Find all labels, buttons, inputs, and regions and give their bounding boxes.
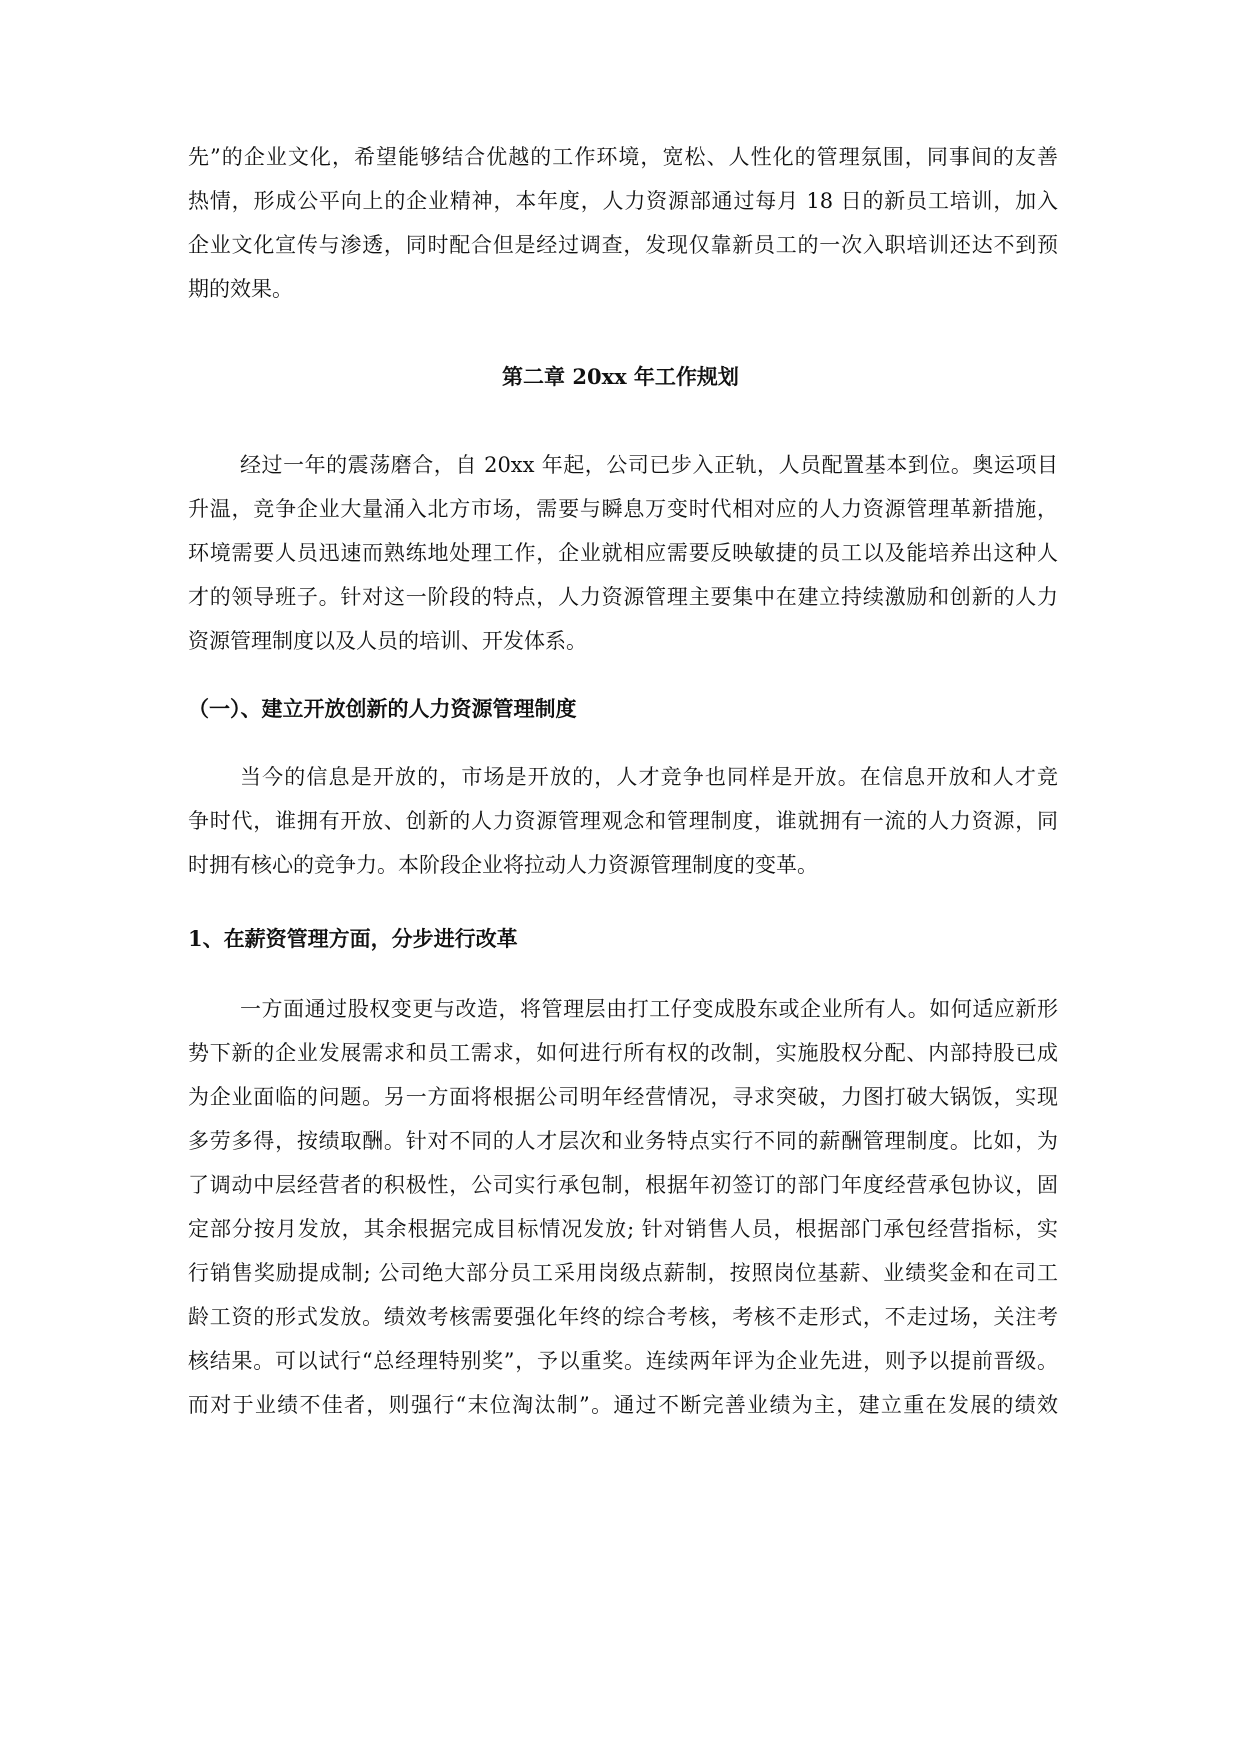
section-heading: （一）、建立开放创新的人力资源管理制度 <box>188 696 577 721</box>
paragraph-line: 势下新的企业发展需求和员工需求，如何进行所有权的改制，实施股权分配、内部持股已成 <box>188 1041 1058 1065</box>
paragraph-line: 多劳多得，按绩取酬。针对不同的人才层次和业务特点实行不同的薪酬管理制度。比如，为 <box>188 1129 1058 1153</box>
paragraph-line: 龄工资的形式发放。绩效考核需要强化年终的综合考核，考核不走形式，不走过场，关注考 <box>188 1305 1058 1329</box>
paragraph-line: 经过一年的震荡磨合，自 20xx 年起，公司已步入正轨，人员配置基本到位。奥运项目 <box>240 453 1058 477</box>
paragraph-line: 当今的信息是开放的，市场是开放的，人才竞争也同样是开放。在信息开放和人才竞 <box>240 765 1058 789</box>
paragraph-line: 资源管理制度以及人员的培训、开发体系。 <box>188 629 587 653</box>
paragraph-line: 先”的企业文化，希望能够结合优越的工作环境，宽松、人性化的管理氛围，同事间的友善 <box>188 145 1058 169</box>
paragraph-line: 而对于业绩不佳者，则强行“末位淘汰制”。通过不断完善业绩为主，建立重在发展的绩效 <box>188 1393 1058 1417</box>
paragraph-line: 争时代，谁拥有开放、创新的人力资源管理观念和管理制度，谁就拥有一流的人力资源，同 <box>188 809 1058 833</box>
paragraph-line: 才的领导班子。针对这一阶段的特点，人力资源管理主要集中在建立持续激励和创新的人力 <box>188 585 1058 609</box>
paragraph-line: 核结果。可以试行“总经理特别奖”，予以重奖。连续两年评为企业先进，则予以提前晋级。 <box>188 1349 1058 1373</box>
paragraph-line: 一方面通过股权变更与改造，将管理层由打工仔变成股东或企业所有人。如何适应新形 <box>240 997 1058 1021</box>
paragraph-line: 行销售奖励提成制; 公司绝大部分员工采用岗级点薪制，按照岗位基薪、业绩奖金和在司工 <box>188 1261 1058 1285</box>
paragraph-line: 时拥有核心的竞争力。本阶段企业将拉动人力资源管理制度的变革。 <box>188 853 818 877</box>
paragraph-line: 企业文化宣传与渗透，同时配合但是经过调查，发现仅靠新员工的一次入职培训还达不到预 <box>188 233 1058 257</box>
paragraph-line: 定部分按月发放，其余根据完成目标情况发放; 针对销售人员，根据部门承包经营指标，实 <box>188 1217 1058 1241</box>
paragraph-line: 环境需要人员迅速而熟练地处理工作，企业就相应需要反映敏捷的员工以及能培养出这种人 <box>188 541 1058 565</box>
paragraph-line: 热情，形成公平向上的企业精神，本年度，人力资源部通过每月 18 日的新员工培训，加入 <box>188 189 1058 213</box>
subsection-heading: 1、在薪资管理方面，分步进行改革 <box>188 926 518 951</box>
paragraph-line: 了调动中层经营者的积极性，公司实行承包制，根据年初签订的部门年度经营承包协议，固 <box>188 1173 1058 1197</box>
paragraph-line: 期的效果。 <box>188 277 293 301</box>
paragraph-line: 为企业面临的问题。另一方面将根据公司明年经营情况，寻求突破，力图打破大锅饭，实现 <box>188 1085 1058 1109</box>
paragraph-line: 升温，竞争企业大量涌入北方市场，需要与瞬息万变时代相对应的人力资源管理革新措施， <box>188 497 1058 521</box>
chapter-title: 第二章 20xx 年工作规划 <box>502 364 739 389</box>
